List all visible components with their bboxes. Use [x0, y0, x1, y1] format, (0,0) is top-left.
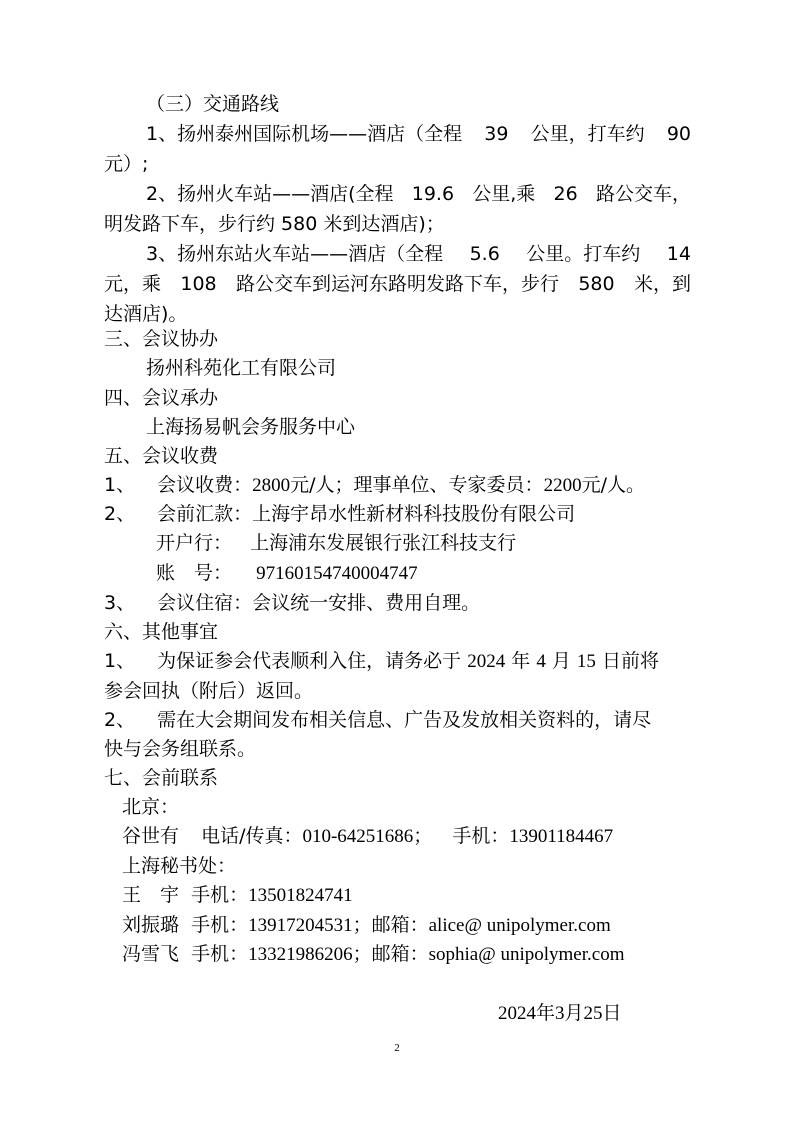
organizer-heading: 四、会议承办 — [104, 387, 219, 409]
fees-heading: 五、会议收费 — [104, 445, 219, 467]
route1-line1: 1、扬州泰州国际机场——酒店（全程 39 公里，打车约 90 — [146, 123, 691, 145]
contact-person-3: 刘振璐 手机：13917204531；邮箱：alice@ unipolymer.com — [122, 914, 611, 936]
email-link[interactable]: sophia@ unipolymer.com — [428, 944, 625, 965]
route1-line2: 元）; — [104, 153, 149, 175]
transport-heading: （三）交通路线 — [146, 93, 280, 115]
route2-line2: 明发路下车，步行约 580 米到达酒店)； — [104, 213, 445, 235]
route3-line1: 3、扬州东站火车站——酒店（全程 5.6 公里。打车约 14 — [146, 243, 691, 265]
organizer-name: 上海扬易帆会务服务中心 — [146, 416, 356, 438]
co-organizer-name: 扬州科苑化工有限公司 — [146, 357, 337, 379]
account-info: 账 号： 97160154740004747 — [156, 562, 418, 584]
route3-line2: 元，乘 108 路公交车到运河东路明发路下车，步行 580 米，到 — [104, 273, 691, 295]
contact-person-1: 谷世有 电话/传真：010-64251686； 手机：13901184467 — [122, 825, 614, 847]
route3-line3: 达酒店)。 — [104, 303, 188, 325]
email-link[interactable]: alice@ unipolymer.com — [428, 915, 611, 936]
other-item-2-line2: 快与会务组联系。 — [104, 738, 257, 760]
contact-person-4: 冯雪飞 手机：13321986206；邮箱：sophia@ unipolymer.com — [122, 943, 625, 965]
other-item-1-line1: 1、 为保证参会代表顺利入住，请务必于 2024 年 4 月 15 日前将 — [104, 650, 659, 672]
route2-line1: 2、扬州火车站——酒店(全程 19.6 公里,乘 26 路公交车， — [146, 183, 691, 205]
fee-item-3: 3、 会议住宿：会议统一安排、费用自理。 — [104, 592, 481, 614]
other-item-2-line1: 2、 需在大会期间发布相关信息、广告及发放相关资料的，请尽 — [104, 709, 652, 731]
fee-item-2: 2、 会前汇款：上海宇昂水性新材料科技股份有限公司 — [104, 503, 576, 525]
fee-item-1: 1、 会议收费：2800元/人；理事单位、专家委员：2200元/人。 — [104, 474, 645, 496]
other-heading: 六、其他事宜 — [104, 621, 219, 643]
contact-shanghai: 上海秘书处： — [122, 855, 237, 877]
bank-info: 开户行： 上海浦东发展银行张江科技支行 — [156, 532, 517, 554]
contact-heading: 七、会前联系 — [104, 767, 219, 789]
contact-beijing: 北京： — [122, 796, 180, 818]
other-item-1-line2: 参会回执（附后）返回。 — [104, 680, 314, 702]
co-organizer-heading: 三、会议协办 — [104, 328, 219, 350]
contact-person-2: 王 宇 手机：13501824741 — [122, 884, 353, 906]
page-number: 2 — [394, 1042, 400, 1054]
document-date: 2024年3月25日 — [498, 1002, 622, 1024]
